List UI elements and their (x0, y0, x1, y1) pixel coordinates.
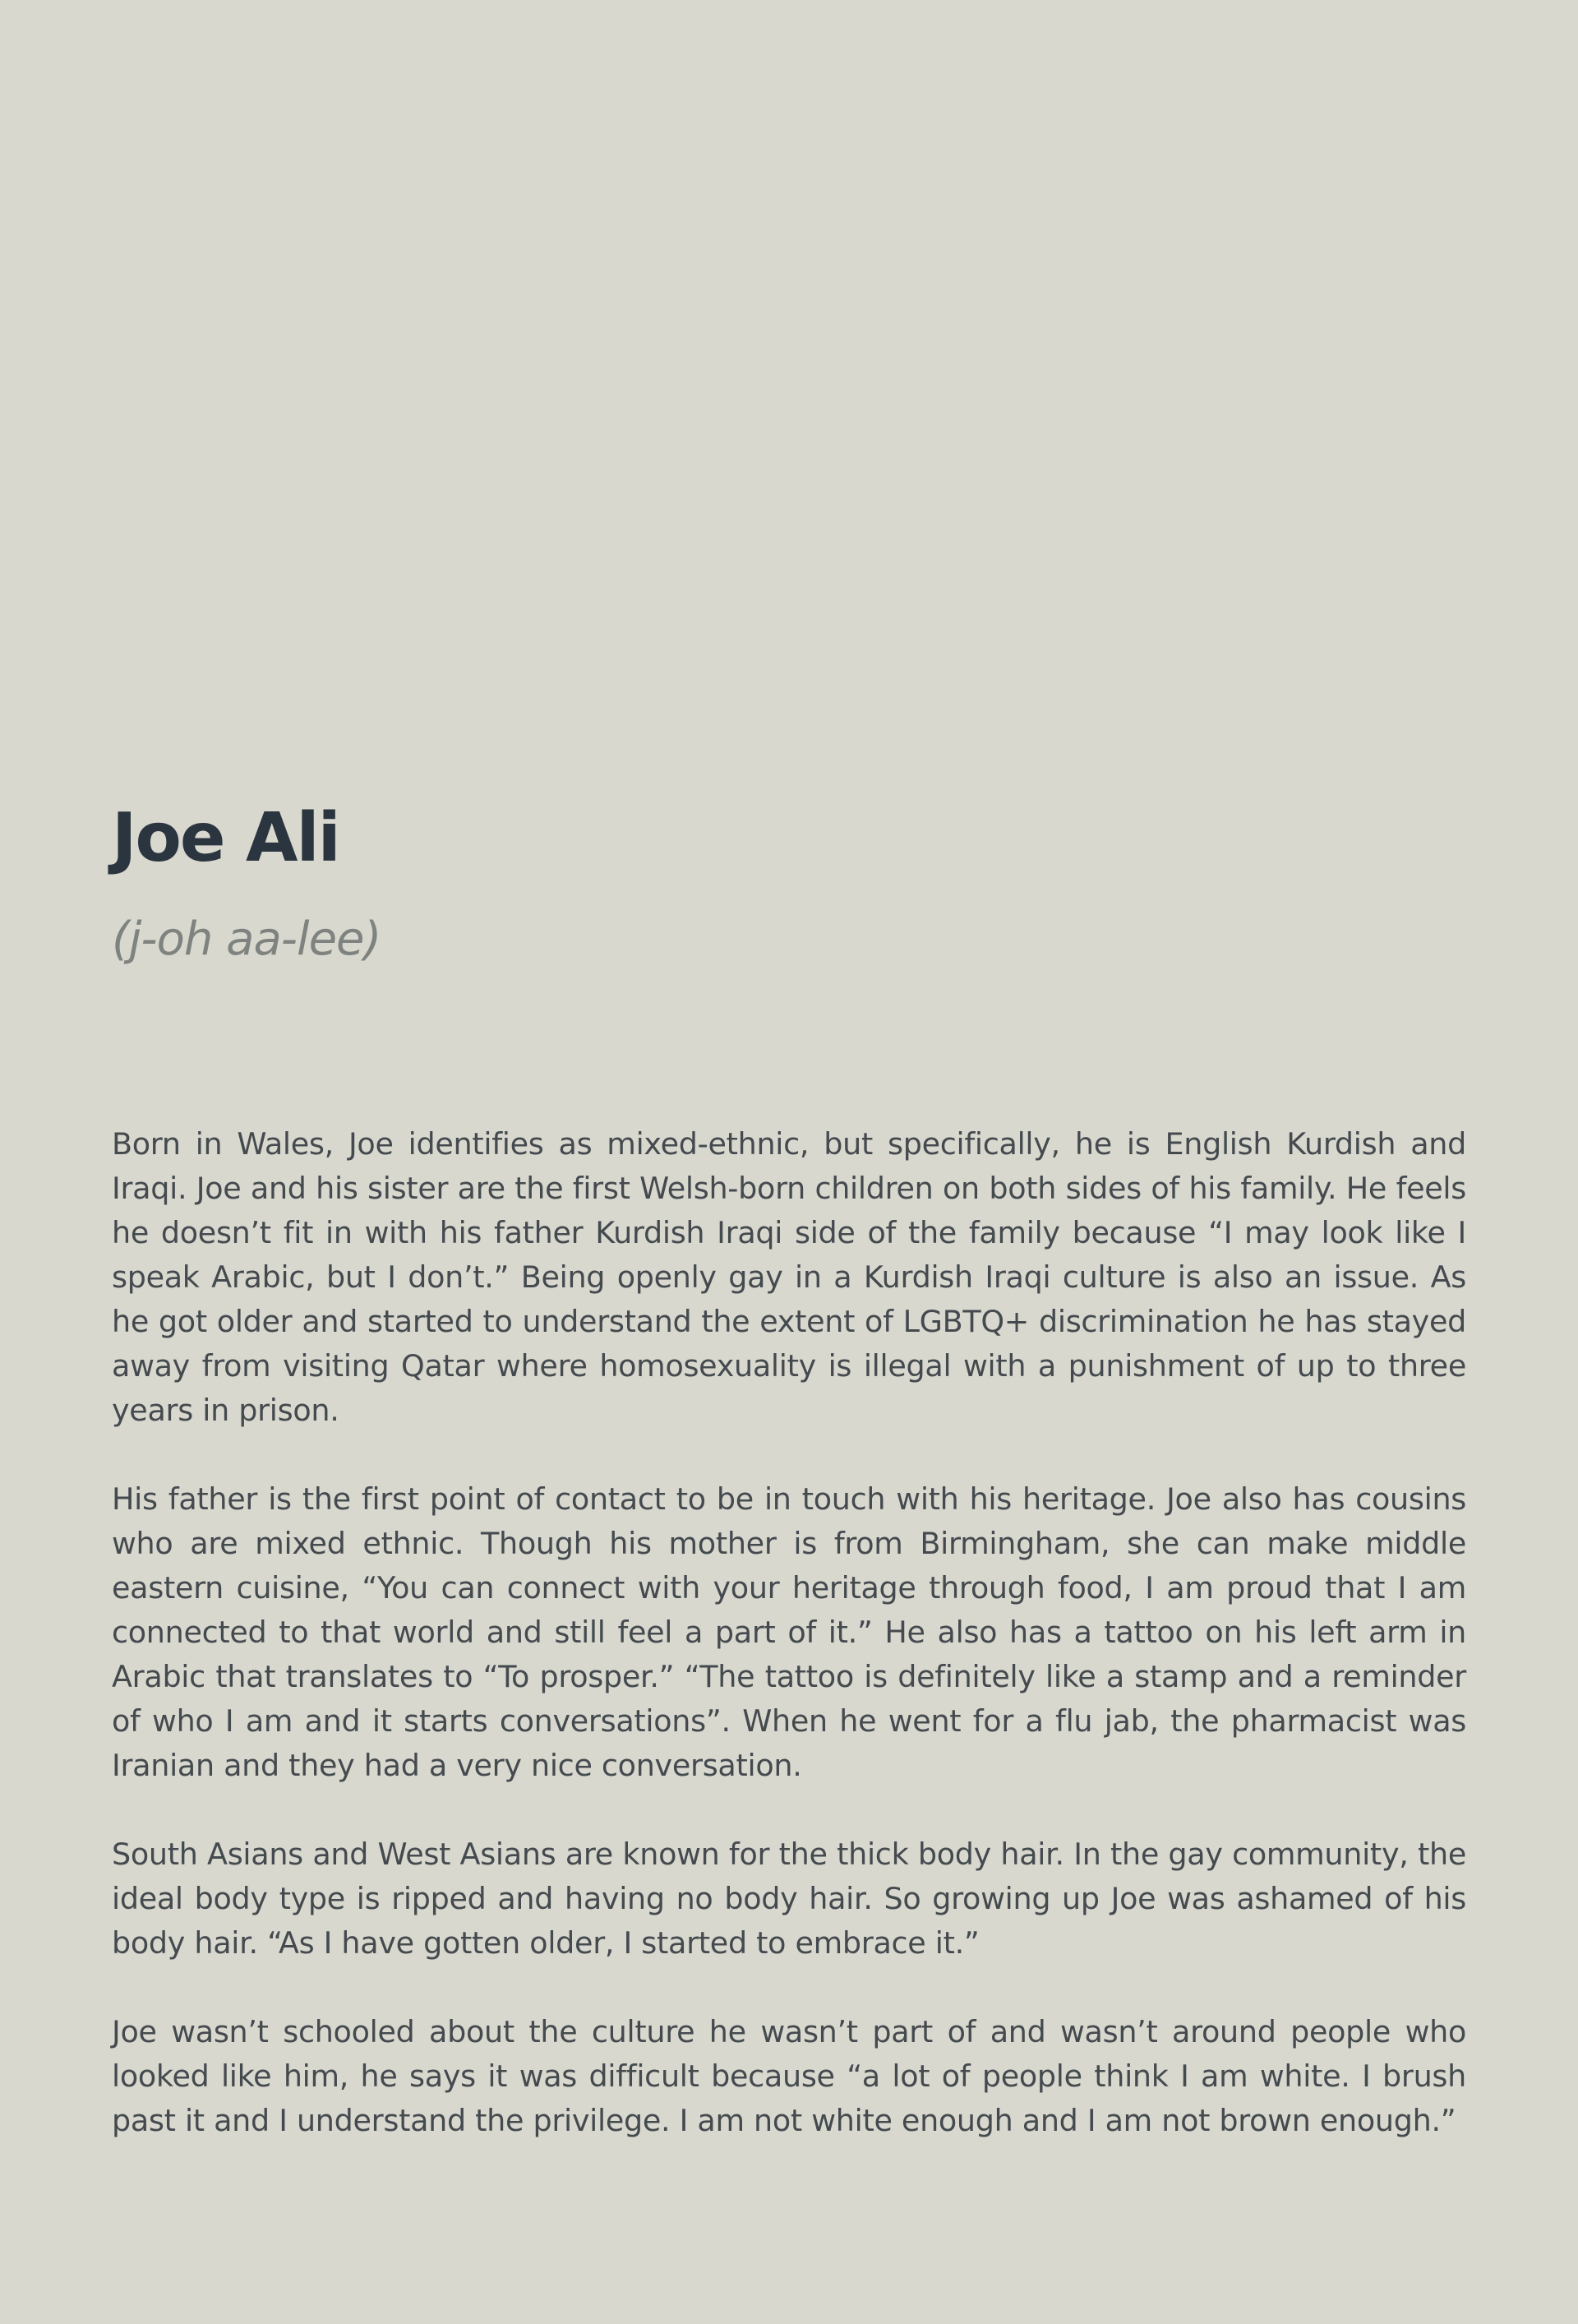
page (112, 0, 1466, 2324)
biography-paragraph: Joe wasn’t schooled about the culture he wasn’t part of and wasn’t around people who looked like him, he says it was difficult because “a lot of people think I am white. I brush past it and I understand the privilege. I am not white enough and I am not brown enough.” (112, 2014, 1466, 2138)
biography-paragraph: His father is the first point of contact to be in touch with his heritage. Joe also has cousins who are mixed ethnic. Though his mother is from Birmingham, she can make middle eastern cuisine, “You can connect with your heritage through food, I am proud that I am connected to that world and still feel a part of it.” He also has a tattoo on his left arm in Arabic that translates to “To prosper.” “The tattoo is definitely like a stamp and a reminder of who I am and it starts conversations”. When he went for a flu jab, the pharmacist was Iranian and they had a very nice conversation. (112, 1481, 1466, 1783)
biography-paragraph: South Asians and West Asians are known for the thick body hair. In the gay community, the ideal body type is ripped and having no body hair. So growing up Joe was ashamed of his body hair. “As I have gotten older, I started to embrace it.” (112, 1837, 1466, 1961)
biography (112, 1122, 1466, 2188)
person-name: Joe Ali (112, 799, 339, 877)
biography-paragraph: Born in Wales, Joe identifies as mixed-ethnic, but specifically, he is English Kurdish and Iraqi. Joe and his sister are the first Welsh-born children on both sides of his family. He feels he doesn’t fit in with his father Kurdish Iraqi side of the family because “I may look like I speak Arabic, but I don’t.” Being openly gay in a Kurdish Iraqi culture is also an issue. As he got older and started to understand the extent of LGBTQ+ discrimination he has stayed away from visiting Qatar where homosexuality is illegal with a punishment of up to three years in prison. (112, 1126, 1466, 1428)
name-pronunciation: (j-oh aa-lee) (112, 913, 381, 966)
